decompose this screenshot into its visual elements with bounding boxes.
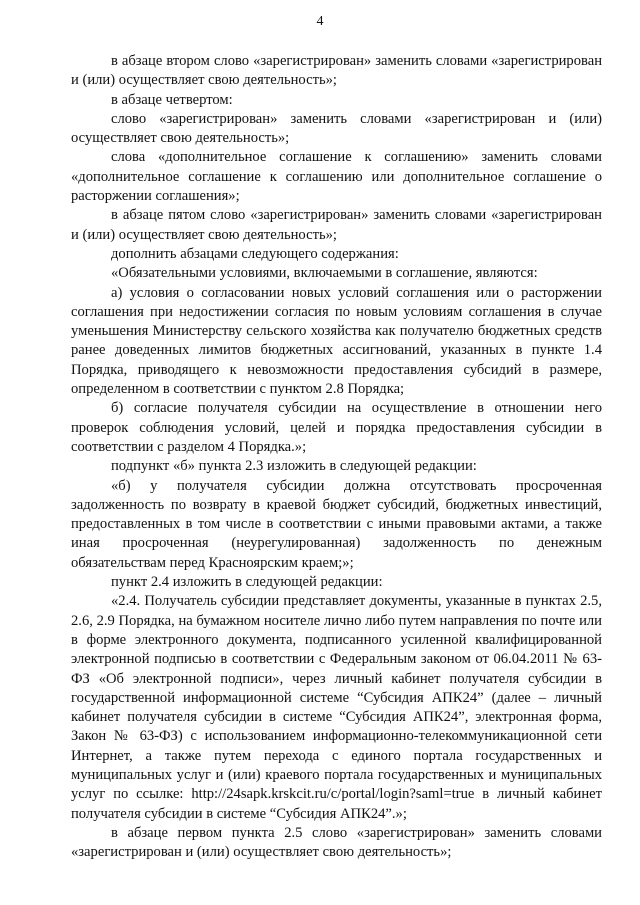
paragraph: в абзаце пятом слово «зарегистрирован» заменить словами «зарегистрирован и (или) осуществляет свою деятельность»; (71, 207, 602, 243)
paragraph: б) согласие получателя субсидии на осуществление в отношении него проверок соблюдения условий, целей и порядка предоставления субсидии в соответствии с разделом 4 Порядка.»; (71, 400, 602, 455)
paragraph: подпункт «б» пункта 2.3 изложить в следующей редакции: (111, 458, 477, 475)
paragraph: «2.4. Получатель субсидии представляет документы, указанные в пунктах 2.5, 2.6, 2.9 Порядка, на бумажном носителе лично либо путем направления по почте или в форме электронного документа, подписанного усиленной квалифицированной электронной подписью в соответствии с Федеральным законом от 06.04.2011 № 63-ФЗ «Об электронной подписи», через личный кабинет получателя субсидии в государственной информационной системе “Субсидия АПК24” (далее – личный кабинет получателя субсидии в системе “Субсидия АПК24”, электронная форма, Закон № 63-ФЗ) с использованием информационно-телекоммуникационной сети Интернет, а также путем перехода с единого портала государственных и муниципальных услуг и (или) краевого портала государственных и муниципальных услуг по ссылке: http://24sapk.krskcit.ru/c/portal/login?saml=true в личный кабинет получателя субсидии в системе “Субсидия АПК24”.»; (71, 593, 602, 822)
paragraph: слова «дополнительное соглашение к соглашению» заменить словами «дополнительное соглашение к соглашению или дополнительное соглашение о расторжении соглашения»; (71, 149, 602, 205)
paragraph: в абзаце первом пункта 2.5 слово «зарегистрирован» заменить словами «зарегистрирован и (или) осуществляет свою деятельность»; (71, 824, 602, 861)
paragraph: слово «зарегистрирован» заменить словами «зарегистрирован и (или) осуществляет свою деятельность»; (71, 110, 602, 147)
page-number: 4 (316, 14, 324, 29)
paragraph: пункт 2.4 изложить в следующей редакции: (111, 574, 383, 591)
paragraph: дополнить абзацами следующего содержания: (111, 245, 399, 262)
paragraph: «Обязательными условиями, включаемыми в соглашение, являются: (111, 265, 538, 282)
document-body (71, 52, 602, 862)
paragraph: в абзаце втором слово «зарегистрирован» заменить словами «зарегистрирован и (или) осуществляет свою деятельность»; (71, 53, 602, 89)
paragraph: а) условия о согласовании новых условий соглашения или о расторжении соглашения при недостижении согласия по новым условиям соглашения в случае уменьшения Министерству сельского хозяйства как получателю бюджетных средств ранее доведенных лимитов бюджетных ассигнований, указанных в пункте 1.4 Порядка, приводящего к невозможности предоставления субсидий в размере, определенном в соответствии с пунктом 2.8 Порядка; (71, 284, 602, 398)
paragraph: «б) у получателя субсидии должна отсутствовать просроченная задолженность по возврату в краевой бюджет субсидий, бюджетных инвестиций, предоставленных в том числе в соответствии с иными правовыми актами, а также иная просроченная (неурегулированная) задолженность по денежным обязательствам перед Красноярским краем;»; (71, 477, 602, 571)
paragraph: в абзаце четвертом: (111, 91, 233, 108)
